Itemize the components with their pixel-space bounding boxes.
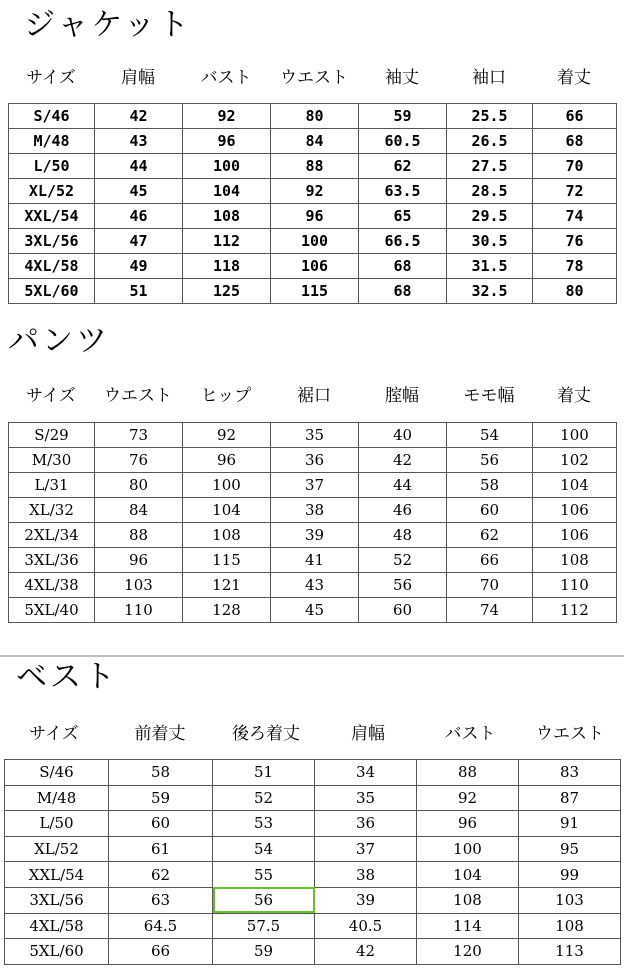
pants-cell: 88 (95, 523, 183, 548)
jacket-cell: 5XL/60 (9, 279, 95, 304)
jacket-cell: 43 (95, 129, 183, 154)
jacket-cell: 66 (533, 104, 617, 129)
pants-cell: 56 (447, 448, 533, 473)
pants-cell: 45 (271, 598, 359, 623)
pants-size-table (8, 422, 617, 623)
jacket-cell: 68 (533, 129, 617, 154)
pants-cell: 70 (447, 573, 533, 598)
pants-header-length: 着丈 (557, 386, 591, 406)
jacket-cell: M/48 (9, 129, 95, 154)
table-row (9, 473, 617, 498)
jacket-cell: 125 (183, 279, 271, 304)
jacket-header-waist: ウエスト (280, 68, 348, 88)
jacket-cell: 74 (533, 204, 617, 229)
vest-cell: 103 (519, 887, 621, 913)
jacket-cell: 25.5 (447, 104, 533, 129)
pants-cell: 39 (271, 523, 359, 548)
vest-cell: 37 (315, 836, 417, 862)
vest-cell: 99 (519, 862, 621, 888)
vest-cell: 4XL/58 (5, 913, 109, 939)
jacket-cell: 63.5 (359, 179, 447, 204)
pants-cell: 92 (183, 423, 271, 448)
pants-cell: 44 (359, 473, 447, 498)
jacket-cell: 45 (95, 179, 183, 204)
pants-cell: 108 (183, 523, 271, 548)
vest-cell: 40.5 (315, 913, 417, 939)
pants-cell: 37 (271, 473, 359, 498)
vest-cell: 53 (213, 811, 315, 837)
jacket-cell: XL/52 (9, 179, 95, 204)
pants-cell: 43 (271, 573, 359, 598)
jacket-cell: 118 (183, 254, 271, 279)
table-row (9, 254, 617, 279)
vest-header-front-length: 前着丈 (134, 724, 186, 744)
pants-cell: 112 (533, 598, 617, 623)
jacket-cell: 32.5 (447, 279, 533, 304)
pants-cell: 46 (359, 498, 447, 523)
pants-cell: 73 (95, 423, 183, 448)
vest-cell: 54 (213, 836, 315, 862)
vest-cell: 55 (213, 862, 315, 888)
pants-cell: XL/32 (9, 498, 95, 523)
jacket-cell: 96 (271, 204, 359, 229)
jacket-header-row (8, 70, 616, 87)
pants-cell: 104 (533, 473, 617, 498)
pants-cell: 104 (183, 498, 271, 523)
jacket-cell: 4XL/58 (9, 254, 95, 279)
vest-cell: 3XL/56 (5, 887, 109, 913)
pants-cell: S/29 (9, 423, 95, 448)
pants-cell: 100 (533, 423, 617, 448)
pants-cell: 54 (447, 423, 533, 448)
vest-cell: 100 (417, 836, 519, 862)
pants-cell: 110 (533, 573, 617, 598)
pants-cell: 108 (533, 548, 617, 573)
jacket-cell: 46 (95, 204, 183, 229)
pants-cell: 121 (183, 573, 271, 598)
jacket-cell: S/46 (9, 104, 95, 129)
vest-cell: 96 (417, 811, 519, 837)
jacket-header-cuff: 袖口 (472, 68, 506, 88)
pants-header-hip: ヒップ (200, 386, 252, 406)
vest-cell: 60 (109, 811, 213, 837)
jacket-cell: 3XL/56 (9, 229, 95, 254)
vest-cell: L/50 (5, 811, 109, 837)
jacket-cell: 42 (95, 104, 183, 129)
jacket-cell: 51 (95, 279, 183, 304)
table-row (5, 862, 621, 888)
pants-cell: M/30 (9, 448, 95, 473)
jacket-cell: 59 (359, 104, 447, 129)
jacket-cell: 47 (95, 229, 183, 254)
pants-cell: 4XL/38 (9, 573, 95, 598)
pants-cell: 115 (183, 548, 271, 573)
jacket-cell: 104 (183, 179, 271, 204)
jacket-cell: 106 (271, 254, 359, 279)
vest-cell: 35 (315, 785, 417, 811)
pants-cell: 66 (447, 548, 533, 573)
pants-cell: 60 (359, 598, 447, 623)
pants-cell: 106 (533, 523, 617, 548)
vest-cell: 51 (213, 760, 315, 786)
table-row (5, 913, 621, 939)
vest-cell: 92 (417, 785, 519, 811)
jacket-cell: 65 (359, 204, 447, 229)
vest-header-row (4, 726, 620, 743)
table-row (5, 887, 621, 913)
pants-header-calf: 腟幅 (385, 386, 419, 406)
table-row (5, 836, 621, 862)
jacket-cell: 76 (533, 229, 617, 254)
jacket-cell: 84 (271, 129, 359, 154)
section-divider (0, 655, 624, 657)
jacket-cell: 80 (271, 104, 359, 129)
jacket-cell: 68 (359, 254, 447, 279)
pants-header-thigh: モモ幅 (463, 386, 515, 406)
jacket-header-shoulder: 肩幅 (121, 68, 155, 88)
jacket-header-length: 着丈 (557, 68, 591, 88)
jacket-cell: 49 (95, 254, 183, 279)
vest-cell: 63 (109, 887, 213, 913)
vest-cell: 113 (519, 939, 621, 965)
jacket-header-sleeve-length: 袖丈 (385, 68, 419, 88)
vest-cell: 83 (519, 760, 621, 786)
jacket-cell: 44 (95, 154, 183, 179)
pants-cell: 2XL/34 (9, 523, 95, 548)
vest-cell: S/46 (5, 760, 109, 786)
vest-cell: 5XL/60 (5, 939, 109, 965)
vest-cell: XL/52 (5, 836, 109, 862)
jacket-cell: 26.5 (447, 129, 533, 154)
pants-header-size: サイズ (26, 386, 76, 406)
table-row (9, 573, 617, 598)
pants-cell: 106 (533, 498, 617, 523)
vest-cell: XXL/54 (5, 862, 109, 888)
table-row (5, 785, 621, 811)
pants-cell: 62 (447, 523, 533, 548)
vest-header-shoulder: 肩幅 (351, 724, 385, 744)
table-row (5, 760, 621, 786)
jacket-cell: 72 (533, 179, 617, 204)
pants-cell: 110 (95, 598, 183, 623)
vest-cell: 64.5 (109, 913, 213, 939)
vest-header-waist: ウエスト (536, 724, 604, 744)
table-row (9, 523, 617, 548)
pants-cell: 41 (271, 548, 359, 573)
jacket-title: ジャケット (24, 7, 192, 43)
jacket-cell: 108 (183, 204, 271, 229)
jacket-cell: 92 (183, 104, 271, 129)
pants-cell: 3XL/36 (9, 548, 95, 573)
vest-cell: 39 (315, 887, 417, 913)
jacket-cell: 29.5 (447, 204, 533, 229)
vest-cell: 52 (213, 785, 315, 811)
pants-cell: 58 (447, 473, 533, 498)
table-row (9, 448, 617, 473)
pants-cell: 74 (447, 598, 533, 623)
pants-cell: 52 (359, 548, 447, 573)
vest-cell: 87 (519, 785, 621, 811)
vest-cell: 42 (315, 939, 417, 965)
vest-header-back-length: 後ろ着丈 (232, 724, 300, 744)
jacket-cell: 60.5 (359, 129, 447, 154)
pants-cell: 56 (359, 573, 447, 598)
pants-cell: 5XL/40 (9, 598, 95, 623)
table-row (9, 229, 617, 254)
jacket-cell: XXL/54 (9, 204, 95, 229)
vest-cell: 34 (315, 760, 417, 786)
jacket-cell: 92 (271, 179, 359, 204)
jacket-cell: 62 (359, 154, 447, 179)
pants-cell: 35 (271, 423, 359, 448)
jacket-cell: 96 (183, 129, 271, 154)
vest-cell: 57.5 (213, 913, 315, 939)
jacket-header-size: サイズ (26, 68, 76, 88)
jacket-cell: 68 (359, 279, 447, 304)
vest-size-table (4, 759, 621, 965)
vest-cell: 108 (519, 913, 621, 939)
jacket-header-bust: バスト (200, 68, 252, 88)
table-row (9, 179, 617, 204)
jacket-cell: 115 (271, 279, 359, 304)
vest-cell: 38 (315, 862, 417, 888)
vest-cell: 91 (519, 811, 621, 837)
vest-cell: 114 (417, 913, 519, 939)
pants-header-waist: ウエスト (104, 386, 172, 406)
pants-cell: 103 (95, 573, 183, 598)
jacket-cell: 112 (183, 229, 271, 254)
jacket-cell: 80 (533, 279, 617, 304)
vest-title: ベスト (16, 659, 118, 695)
vest-cell: 88 (417, 760, 519, 786)
table-row (9, 423, 617, 448)
pants-cell: 42 (359, 448, 447, 473)
vest-cell: 58 (109, 760, 213, 786)
table-row (9, 154, 617, 179)
pants-cell: 48 (359, 523, 447, 548)
vest-header-bust: バスト (444, 724, 496, 744)
pants-cell: 96 (95, 548, 183, 573)
jacket-cell: 70 (533, 154, 617, 179)
table-row (9, 104, 617, 129)
pants-cell: 80 (95, 473, 183, 498)
vest-cell: 95 (519, 836, 621, 862)
table-row (9, 498, 617, 523)
table-row (9, 598, 617, 623)
jacket-cell: 66.5 (359, 229, 447, 254)
jacket-cell: 30.5 (447, 229, 533, 254)
table-row (9, 129, 617, 154)
pants-cell: 100 (183, 473, 271, 498)
vest-header-size: サイズ (29, 724, 79, 744)
table-row (9, 548, 617, 573)
vest-cell: 62 (109, 862, 213, 888)
vest-cell: 120 (417, 939, 519, 965)
pants-cell: 38 (271, 498, 359, 523)
vest-cell: M/48 (5, 785, 109, 811)
jacket-cell: 88 (271, 154, 359, 179)
pants-header-row (8, 388, 616, 405)
vest-cell: 36 (315, 811, 417, 837)
pants-cell: 76 (95, 448, 183, 473)
table-row (9, 279, 617, 304)
table-row (5, 811, 621, 837)
jacket-cell: 31.5 (447, 254, 533, 279)
pants-cell: 40 (359, 423, 447, 448)
pants-cell: 128 (183, 598, 271, 623)
vest-cell: 104 (417, 862, 519, 888)
vest-cell: 61 (109, 836, 213, 862)
vest-cell: 56 (213, 887, 315, 913)
jacket-cell: L/50 (9, 154, 95, 179)
pants-cell: L/31 (9, 473, 95, 498)
jacket-cell: 27.5 (447, 154, 533, 179)
pants-cell: 84 (95, 498, 183, 523)
vest-cell: 59 (213, 939, 315, 965)
pants-cell: 96 (183, 448, 271, 473)
jacket-cell: 100 (271, 229, 359, 254)
vest-cell: 108 (417, 887, 519, 913)
jacket-cell: 78 (533, 254, 617, 279)
jacket-size-table (8, 103, 617, 304)
vest-cell: 66 (109, 939, 213, 965)
pants-cell: 36 (271, 448, 359, 473)
table-row (9, 204, 617, 229)
jacket-cell: 28.5 (447, 179, 533, 204)
table-row (5, 939, 621, 965)
pants-cell: 102 (533, 448, 617, 473)
pants-cell: 60 (447, 498, 533, 523)
vest-cell: 59 (109, 785, 213, 811)
pants-header-hem: 裾口 (297, 386, 331, 406)
pants-title: パンツ (8, 323, 110, 359)
jacket-cell: 100 (183, 154, 271, 179)
